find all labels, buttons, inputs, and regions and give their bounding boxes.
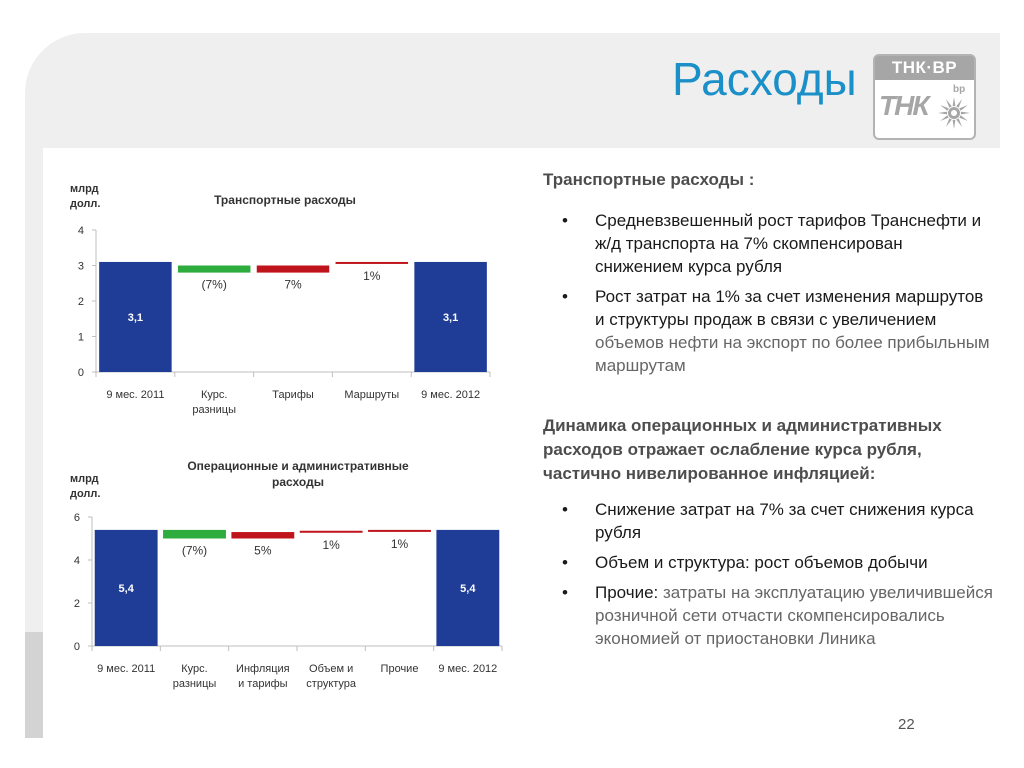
x-category-label: структура xyxy=(306,678,357,690)
section-heading-transport-suffix: : xyxy=(743,170,755,189)
section-heading-opex-suffix: : xyxy=(869,464,876,483)
transport-costs-chart xyxy=(58,178,498,428)
y-tick-label: 1 xyxy=(77,331,84,344)
x-category-label: 9 мес. 2012 xyxy=(421,389,481,401)
tnk-bp-logo xyxy=(873,54,976,140)
bar-value-label: 5,4 xyxy=(460,582,476,595)
bullet-marker: • xyxy=(562,211,568,230)
y-axis-unit: млрд xyxy=(70,473,99,485)
bar-change-label: (7%) xyxy=(181,543,208,558)
slide-title: Расходы xyxy=(672,53,857,105)
bullet-text: Объем и структура: рост объемов добычи xyxy=(595,553,928,572)
bar-change-label: (7%) xyxy=(201,277,227,292)
bullet-list-transport xyxy=(543,209,993,377)
bullet-text: Снижение затрат на 7% за счет снижения курса рубля xyxy=(595,500,974,542)
list-item xyxy=(543,498,993,544)
list-item xyxy=(543,581,993,650)
logo-top-text: ТНК·BP xyxy=(875,56,974,80)
bullet-marker: • xyxy=(562,583,568,602)
opex-chart xyxy=(58,452,508,697)
section-heading-transport xyxy=(543,168,993,192)
logo-bp-label: bp xyxy=(953,84,966,95)
x-category-label: разницы xyxy=(172,678,217,690)
x-category-label: Курс. xyxy=(200,389,228,401)
bullet-marker: • xyxy=(562,553,568,572)
list-item xyxy=(543,551,993,574)
bar-decrease xyxy=(178,266,250,273)
bar-change-label: 7% xyxy=(284,277,302,292)
section-heading-transport-text: Транспортные расходы xyxy=(543,170,744,189)
x-category-label: 9 мес. 2011 xyxy=(106,389,165,401)
logo-tnk-mark: ТНК xyxy=(879,90,928,121)
bar-increase xyxy=(257,266,329,273)
x-category-label: разницы xyxy=(192,404,236,416)
bar-decrease xyxy=(163,530,226,539)
y-tick-label: 0 xyxy=(77,367,84,379)
bar-increase xyxy=(300,531,363,533)
y-tick-label: 4 xyxy=(73,555,80,567)
bullet-text: Рост затрат на 1% за счет изменения маршрутов и структуры продаж в связи с увеличением xyxy=(595,287,984,329)
bar-change-label: 1% xyxy=(390,536,409,551)
bar-increase xyxy=(336,262,408,264)
bar-change-label: 1% xyxy=(322,537,340,552)
y-axis-unit: долл. xyxy=(70,198,101,210)
bp-helios-icon xyxy=(937,96,971,130)
y-axis-unit: долл. xyxy=(70,488,101,500)
x-category-label: 9 мес. 2011 xyxy=(97,663,156,675)
y-tick-label: 2 xyxy=(77,296,84,308)
section-heading-opex-text: Динамика операционных и административных расходов отражает ослабление курса рубля, частично нивелированное инфляцией xyxy=(543,416,942,483)
bar-increase xyxy=(368,530,431,532)
chart-title: Операционные и административные xyxy=(187,459,409,473)
section-heading-opex xyxy=(543,414,993,486)
list-item xyxy=(543,285,993,377)
list-item xyxy=(543,209,993,278)
y-tick-label: 2 xyxy=(73,598,80,610)
bar-value-label: 5,4 xyxy=(118,582,134,595)
bullet-text-muted: объемов нефти на экспорт по более прибыльным маршрутам xyxy=(595,333,990,375)
y-tick-label: 0 xyxy=(73,641,80,653)
bar-value-label: 3,1 xyxy=(442,311,459,324)
transport-costs-chart-svg xyxy=(58,178,498,428)
page-number: 22 xyxy=(898,716,915,733)
y-axis-unit: млрд xyxy=(70,183,99,195)
x-category-label: Маршруты xyxy=(344,389,400,401)
opex-chart-svg xyxy=(58,452,508,697)
x-category-label: 9 мес. 2012 xyxy=(438,663,498,675)
x-category-label: Тарифы xyxy=(272,389,314,401)
bullet-marker: • xyxy=(562,287,568,306)
bullet-list-opex xyxy=(543,498,993,650)
x-category-label: Инфляция xyxy=(236,663,290,675)
y-tick-label: 3 xyxy=(77,260,84,273)
y-tick-label: 6 xyxy=(73,512,80,524)
bar-value-label: 3,1 xyxy=(127,311,144,324)
x-category-label: и тарифы xyxy=(238,678,288,690)
x-category-label: Прочие xyxy=(380,663,419,675)
y-tick-label: 4 xyxy=(77,225,84,237)
x-category-label: Курс. xyxy=(181,663,208,675)
bullet-text: Средневзвешенный рост тарифов Транснефти и ж/д транспорта на 7% скомпенсирован снижением курса рубля xyxy=(595,211,982,276)
bullet-text: Прочие: xyxy=(595,583,664,602)
x-category-label: Объем и xyxy=(309,663,354,675)
commentary-column xyxy=(543,168,993,650)
bullet-text-muted: затраты на эксплуатацию увеличившейся розничной сети отчасти скомпенсировались экономией от приостановки Линика xyxy=(595,583,993,648)
chart-title: расходы xyxy=(272,475,324,489)
bullet-marker: • xyxy=(562,500,568,519)
bar-change-label: 1% xyxy=(363,268,381,283)
bar-change-label: 5% xyxy=(254,543,272,558)
chart-title: Транспортные расходы xyxy=(214,193,356,207)
bar-increase xyxy=(231,532,294,538)
